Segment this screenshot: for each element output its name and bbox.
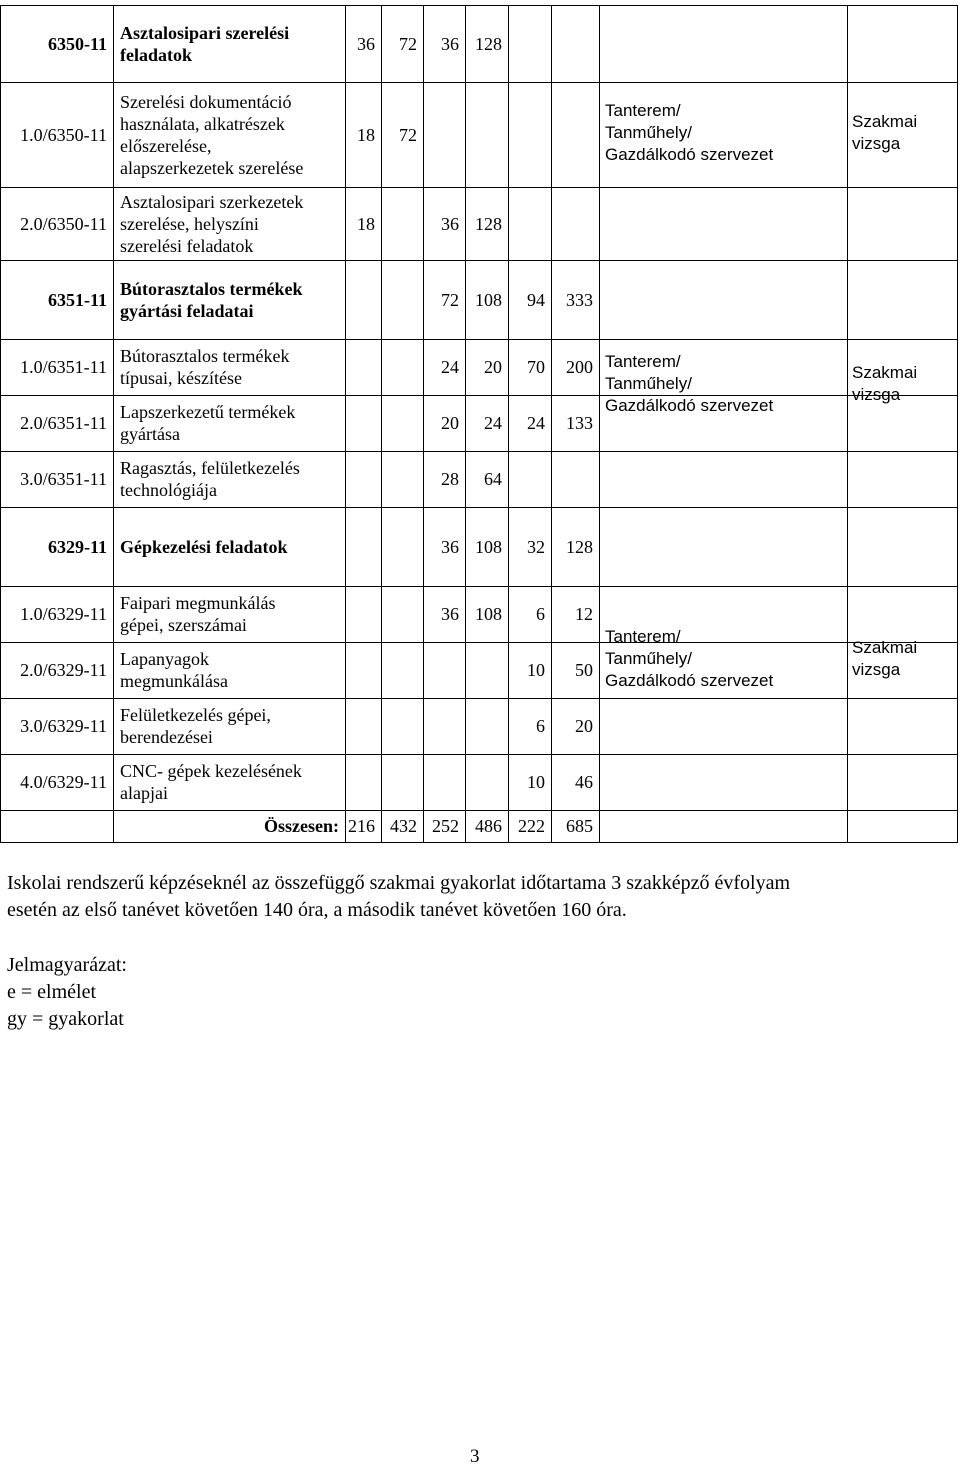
training-location-text: Tanterem/ Tanműhely/ Gazdálkodó szervezet — [605, 626, 774, 690]
exam-type-text: Szakmai vizsga — [852, 111, 918, 153]
total-value-text: 252 — [432, 816, 459, 836]
hour-value — [551, 507, 599, 586]
hour-value-text: 6 — [536, 716, 545, 736]
hour-value-text: 20 — [484, 357, 502, 377]
row-code-text: 2.0/6329-11 — [20, 660, 107, 680]
hour-value-text: 108 — [475, 536, 502, 557]
exam-type — [847, 5, 957, 260]
total-value — [465, 810, 508, 842]
hour-value-text: 10 — [527, 660, 545, 680]
row-code-text: 1.0/6350-11 — [20, 124, 107, 145]
row-code — [0, 507, 113, 586]
row-code-text: 3.0/6329-11 — [20, 716, 107, 736]
row-code-text: 1.0/6329-11 — [20, 604, 107, 624]
exam-type-text: Szakmai vizsga — [852, 362, 918, 404]
row-name — [113, 451, 345, 507]
hour-value — [465, 507, 508, 586]
hour-value — [423, 451, 465, 507]
exam-type-text: Szakmai vizsga — [852, 637, 918, 679]
row-name — [113, 339, 345, 395]
training-location — [599, 260, 847, 507]
hour-value-text: 12 — [575, 604, 593, 624]
hour-value-text: 24 — [441, 357, 459, 377]
total-value-text: 685 — [566, 816, 593, 836]
hour-value — [423, 395, 465, 451]
hour-value-text: 128 — [566, 536, 593, 557]
hour-value — [381, 82, 423, 187]
hour-value — [551, 339, 599, 395]
hour-value — [423, 586, 465, 642]
total-value-text: 222 — [518, 816, 545, 836]
hour-value — [508, 260, 551, 339]
hour-value — [551, 698, 599, 754]
row-name — [113, 642, 345, 698]
hour-value — [551, 642, 599, 698]
hour-value-text: 94 — [527, 289, 545, 310]
legend-title: Jelmagyarázat: — [7, 954, 127, 976]
row-name — [113, 586, 345, 642]
hour-value — [551, 586, 599, 642]
row-name-text: Faipari megmunkálás gépei, szerszámai — [120, 593, 276, 635]
hour-value — [465, 451, 508, 507]
row-code — [0, 395, 113, 451]
row-name-text: CNC- gépek kezelésének alapjai — [120, 761, 302, 803]
hour-value-text: 18 — [357, 124, 375, 145]
row-code-text: 2.0/6350-11 — [20, 213, 107, 234]
hour-value-text: 50 — [575, 660, 593, 680]
hour-value-text: 333 — [566, 289, 593, 310]
row-name-text: Asztalosipari szerelési feladatok — [120, 22, 290, 65]
hour-value — [551, 754, 599, 810]
hour-value — [508, 395, 551, 451]
hour-value — [465, 339, 508, 395]
hour-value-text: 36 — [441, 604, 459, 624]
hour-value — [551, 395, 599, 451]
hour-value-text: 128 — [475, 213, 502, 234]
hour-value — [381, 5, 423, 82]
total-label — [0, 810, 345, 842]
hour-value — [423, 187, 465, 260]
hour-value-text: 20 — [575, 716, 593, 736]
training-location — [599, 507, 847, 810]
hour-value-text: 28 — [441, 469, 459, 489]
hour-value-text: 128 — [475, 33, 502, 54]
row-name — [113, 754, 345, 810]
hour-value-text: 108 — [475, 289, 502, 310]
row-code — [0, 5, 113, 82]
hour-value — [465, 260, 508, 339]
row-name — [113, 507, 345, 586]
training-location — [599, 5, 847, 260]
row-code — [0, 586, 113, 642]
hour-value-text: 10 — [527, 772, 545, 792]
hour-value — [423, 260, 465, 339]
row-name-text: Lapanyagok megmunkálása — [120, 649, 228, 691]
hour-value-text: 36 — [441, 33, 459, 54]
row-name — [113, 260, 345, 339]
total-value — [423, 810, 465, 842]
exam-type — [847, 507, 957, 810]
row-name — [113, 698, 345, 754]
legend-e: e = elmélet — [7, 981, 97, 1003]
hour-value-text: 20 — [441, 413, 459, 433]
row-code — [0, 339, 113, 395]
row-code — [0, 642, 113, 698]
row-code-text: 4.0/6329-11 — [20, 772, 107, 792]
hour-value-text: 46 — [575, 772, 593, 792]
row-name — [113, 187, 345, 260]
hour-value — [508, 507, 551, 586]
row-code-text: 6350-11 — [47, 33, 107, 54]
hour-value-text: 200 — [566, 357, 593, 377]
hour-value-text: 133 — [566, 413, 593, 433]
hour-value — [551, 260, 599, 339]
legend-gy: gy = gyakorlat — [7, 1008, 124, 1030]
row-name — [113, 395, 345, 451]
row-name-text: Gépkezelési feladatok — [120, 536, 288, 557]
total-value-text: 432 — [390, 816, 417, 836]
row-name-text: Szerelési dokumentáció használata, alkatrészek előszerelése, alapszerkezetek szerelése — [120, 91, 304, 178]
hour-value — [345, 5, 381, 82]
row-name — [113, 82, 345, 187]
total-value-text: 486 — [475, 816, 502, 836]
hour-value-text: 72 — [441, 289, 459, 310]
row-code-text: 1.0/6351-11 — [20, 357, 107, 377]
total-label-text: Összesen: — [264, 816, 339, 836]
training-location-text: Tanterem/ Tanműhely/ Gazdálkodó szervezet — [605, 351, 774, 415]
page-number: 3 — [470, 1446, 480, 1467]
note-paragraph-line2: esetén az első tanévet követően 140 óra, a második tanévet követően 160 óra. — [7, 899, 627, 921]
exam-type — [847, 260, 957, 507]
hour-value-text: 36 — [441, 536, 459, 557]
hour-value — [345, 187, 381, 260]
row-name-text: Felületkezelés gépei, berendezései — [120, 705, 271, 747]
row-code-text: 6329-11 — [47, 536, 107, 557]
hour-value-text: 6 — [536, 604, 545, 624]
row-code — [0, 82, 113, 187]
hour-value-text: 32 — [527, 536, 545, 557]
row-name-text: Ragasztás, felületkezelés technológiája — [120, 458, 300, 500]
hour-value-text: 70 — [527, 357, 545, 377]
row-code — [0, 187, 113, 260]
hour-value — [465, 395, 508, 451]
row-code — [0, 260, 113, 339]
total-value-text: 216 — [348, 816, 375, 836]
hour-value-text: 72 — [399, 124, 417, 145]
total-value — [551, 810, 599, 842]
row-name-text: Asztalosipari szerkezetek szerelése, helyszíni szerelési feladatok — [120, 191, 304, 256]
hour-value-text: 24 — [484, 413, 502, 433]
hour-value — [508, 642, 551, 698]
hour-value-text: 24 — [527, 413, 545, 433]
hour-value — [508, 698, 551, 754]
hour-value-text: 64 — [484, 469, 502, 489]
row-code — [0, 698, 113, 754]
hour-value — [465, 586, 508, 642]
hour-value — [508, 586, 551, 642]
training-location-text: Tanterem/ Tanműhely/ Gazdálkodó szervezet — [605, 100, 774, 164]
hour-value — [423, 5, 465, 82]
total-value — [508, 810, 551, 842]
row-code-text: 3.0/6351-11 — [20, 469, 107, 489]
hour-value — [423, 507, 465, 586]
hour-value-text: 36 — [357, 33, 375, 54]
total-value — [381, 810, 423, 842]
hour-value — [508, 754, 551, 810]
hour-value-text: 72 — [399, 33, 417, 54]
row-name-text: Bútorasztalos termékek gyártási feladatai — [120, 278, 303, 321]
row-name — [113, 5, 345, 82]
hour-value-text: 18 — [357, 213, 375, 234]
row-code-text: 6351-11 — [47, 289, 107, 310]
row-code-text: 2.0/6351-11 — [20, 413, 107, 433]
hour-value — [423, 339, 465, 395]
hour-value — [508, 339, 551, 395]
row-code — [0, 754, 113, 810]
total-value — [345, 810, 381, 842]
hour-value — [345, 82, 381, 187]
row-name-text: Bútorasztalos termékek típusai, készítése — [120, 346, 290, 388]
note-paragraph-line1: Iskolai rendszerű képzéseknél az összefüggő szakmai gyakorlat időtartama 3 szakképző évfolyam — [7, 872, 791, 894]
row-code — [0, 451, 113, 507]
hour-value — [465, 5, 508, 82]
hour-value-text: 36 — [441, 213, 459, 234]
hour-value — [465, 187, 508, 260]
row-name-text: Lapszerkezetű termékek gyártása — [120, 402, 296, 444]
hour-value-text: 108 — [475, 604, 502, 624]
